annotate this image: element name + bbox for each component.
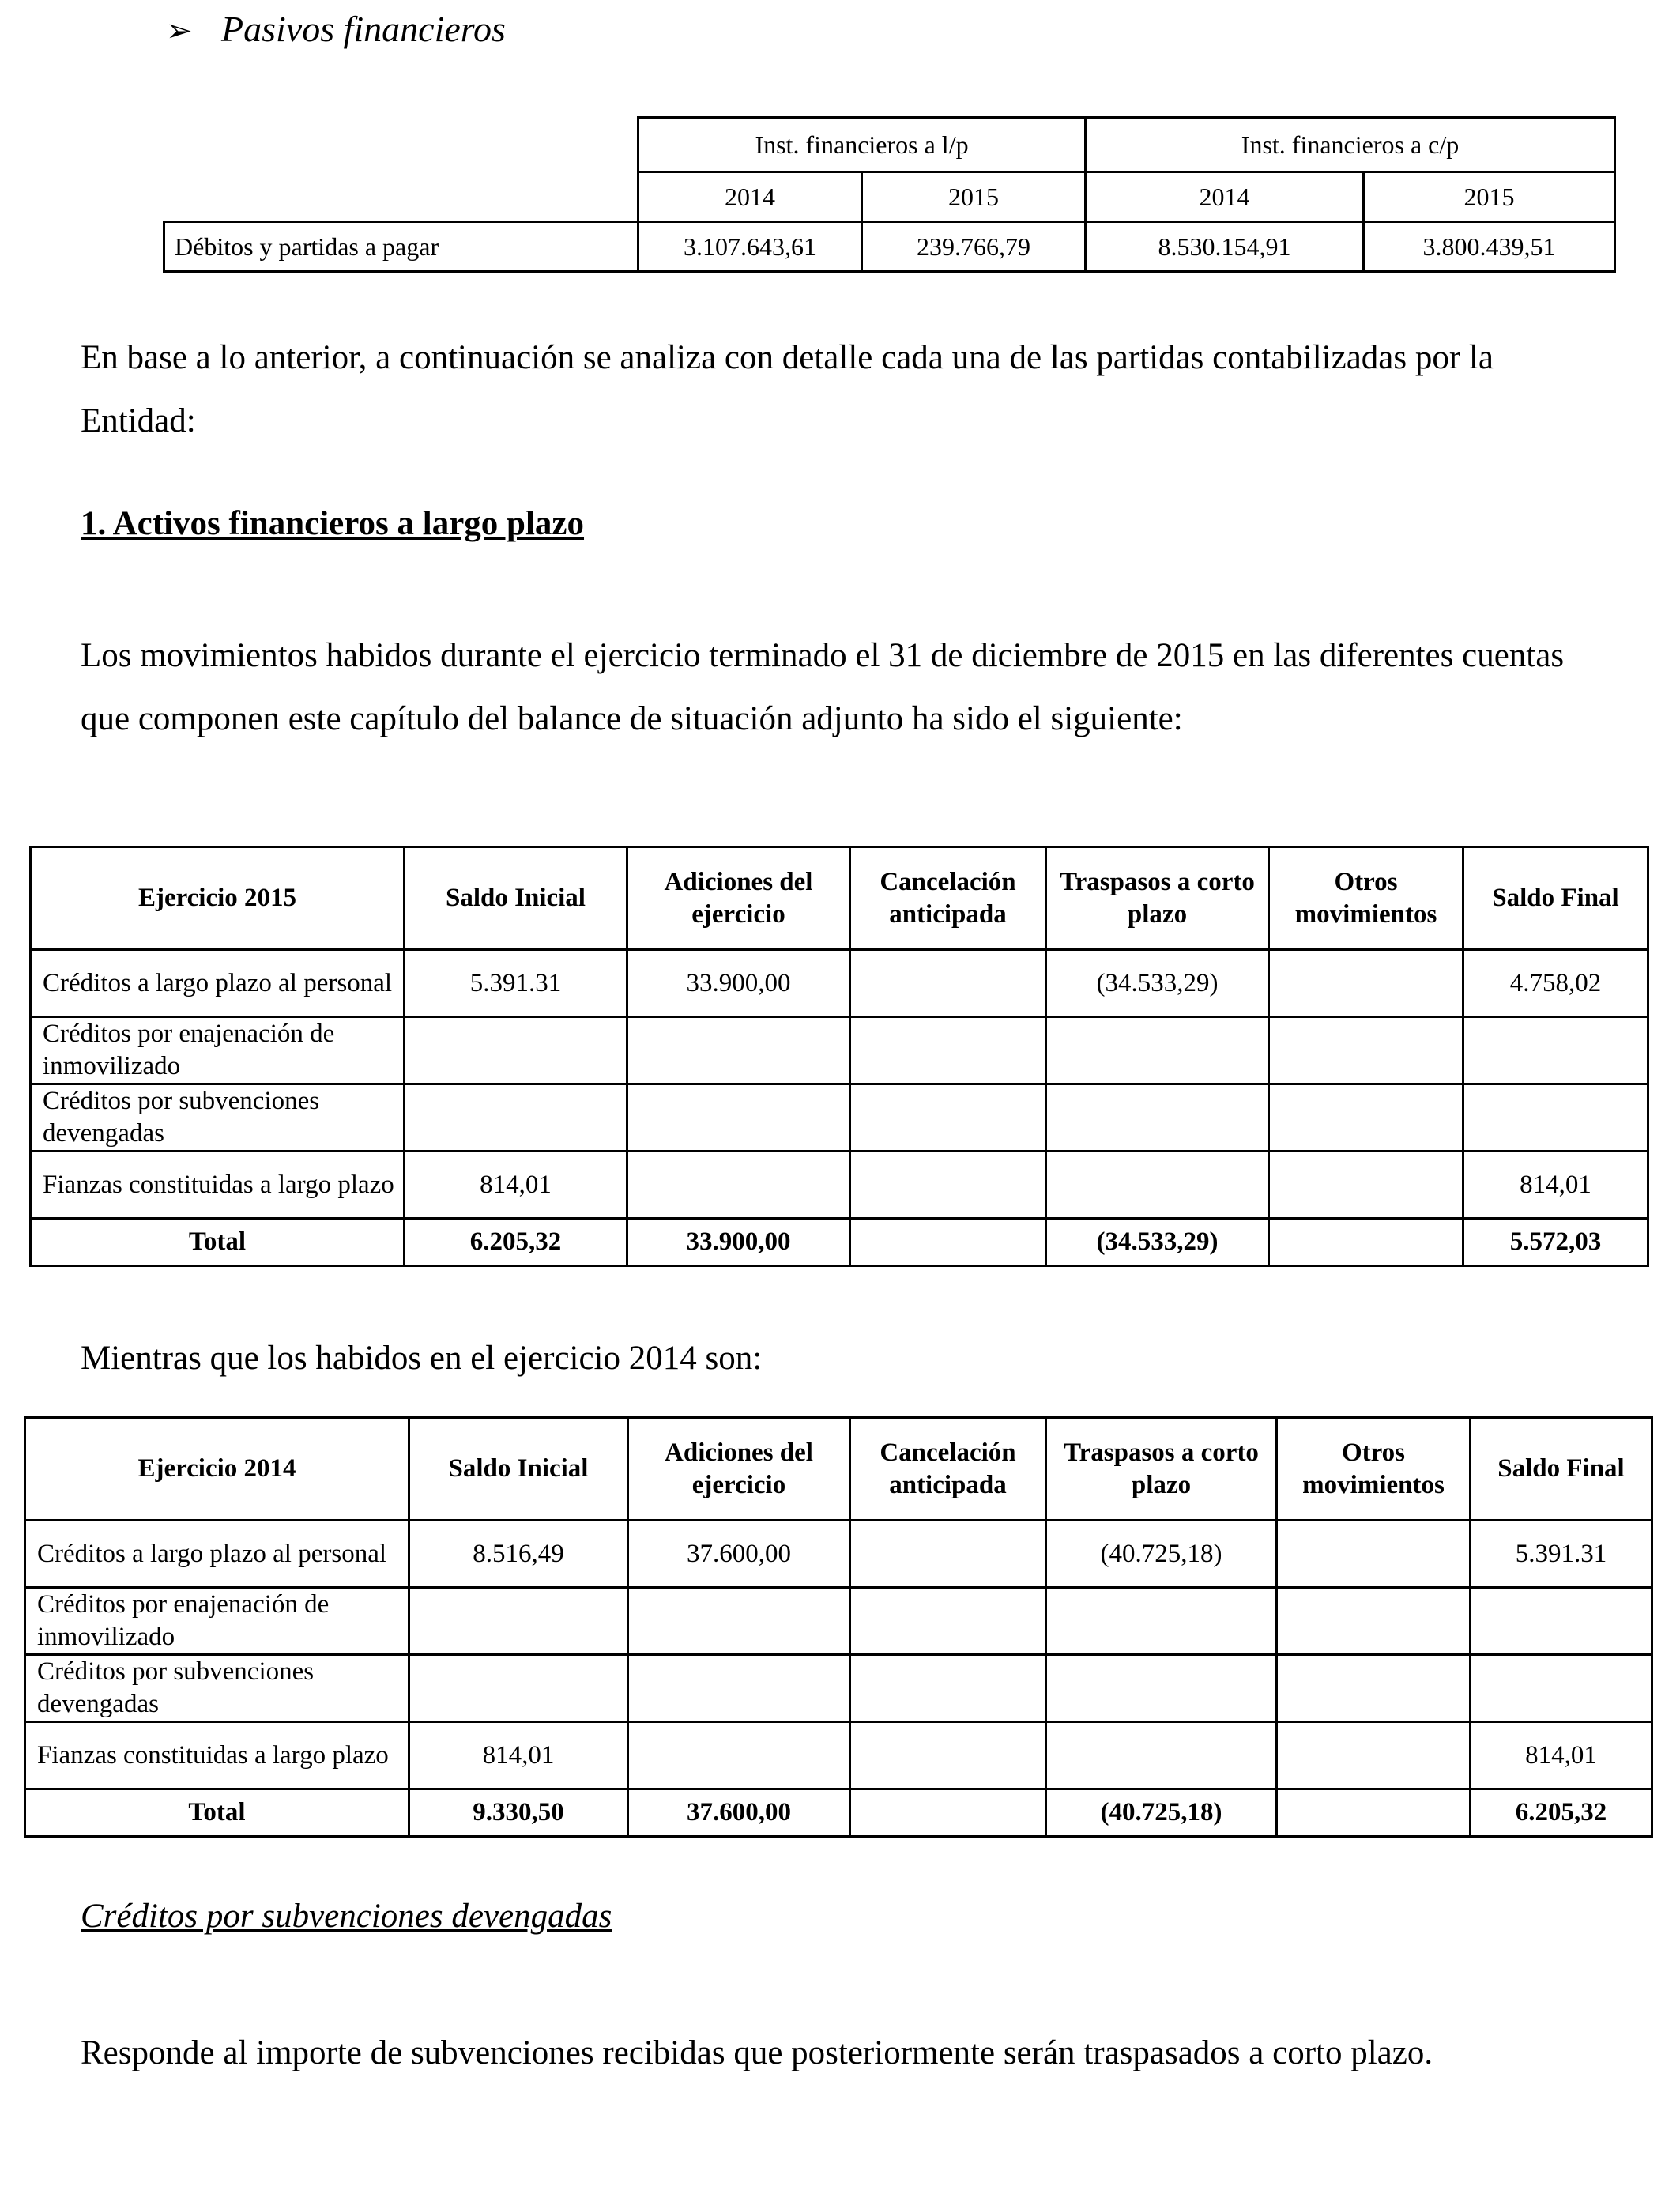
cell [1046, 1722, 1277, 1789]
cell: 814,01 [409, 1722, 628, 1789]
row-label: Créditos a largo plazo al personal [25, 1521, 409, 1588]
pasivos-year: 2014 [1086, 172, 1364, 222]
total-cell [850, 1219, 1046, 1266]
cell: 37.600,00 [628, 1521, 850, 1588]
pasivos-heading [166, 8, 506, 50]
cell: 814,01 [405, 1152, 627, 1219]
table-row [31, 1152, 1648, 1219]
cell [1277, 1521, 1471, 1588]
table-row [25, 1588, 1652, 1655]
header-otros: Otros movimientos [1277, 1418, 1471, 1521]
cell [628, 1722, 850, 1789]
cell: (34.533,29) [1046, 950, 1269, 1017]
cell [1269, 950, 1463, 1017]
mientras-paragraph: Mientras que los habidos en el ejercicio 2014 son: [81, 1340, 763, 1377]
total-cell [1269, 1219, 1463, 1266]
header-traspasos: Traspasos a corto plazo [1046, 847, 1269, 950]
cell [850, 950, 1046, 1017]
header-saldo-inicial: Saldo Inicial [405, 847, 627, 950]
cell [1046, 1017, 1269, 1084]
cell [1269, 1017, 1463, 1084]
total-label: Total [31, 1219, 405, 1266]
row-label: Créditos por enajenación de inmovilizado [25, 1588, 409, 1655]
cell [1463, 1084, 1648, 1152]
cell [850, 1588, 1046, 1655]
cell: 814,01 [1471, 1722, 1652, 1789]
total-cell: 37.600,00 [628, 1789, 850, 1837]
movimientos-table-2015 [29, 846, 1649, 1267]
cell [1269, 1084, 1463, 1152]
cell [1277, 1588, 1471, 1655]
pasivos-row-label: Débitos y partidas a pagar [164, 222, 638, 272]
cell: 4.758,02 [1463, 950, 1648, 1017]
cell [850, 1722, 1046, 1789]
cell [628, 1655, 850, 1722]
header-otros: Otros movimientos [1269, 847, 1463, 950]
cell [627, 1152, 850, 1219]
cell: 5.391.31 [1471, 1521, 1652, 1588]
cell [1269, 1152, 1463, 1219]
total-label: Total [25, 1789, 409, 1837]
cell [405, 1017, 627, 1084]
pasivos-year: 2015 [1364, 172, 1615, 222]
pasivos-group-cp: Inst. financieros a c/p [1086, 118, 1615, 172]
cell [1463, 1017, 1648, 1084]
cell [850, 1521, 1046, 1588]
movimientos-paragraph: Los movimientos habidos durante el ejercicio terminado el 31 de diciembre de 2015 en las diferentes cuentas que componen este capítulo del balance de situación adjunto ha sido el siguiente: [81, 637, 1565, 737]
table-title: Ejercicio 2015 [31, 847, 405, 950]
pasivos-value: 8.530.154,91 [1086, 222, 1364, 272]
table-row [31, 950, 1648, 1017]
total-cell [850, 1789, 1046, 1837]
cell: 33.900,00 [627, 950, 850, 1017]
pasivos-heading-text: Pasivos financieros [221, 9, 506, 49]
pasivos-year: 2014 [638, 172, 862, 222]
row-label: Créditos por subvenciones devengadas [31, 1084, 405, 1152]
cell [628, 1588, 850, 1655]
table-title: Ejercicio 2014 [25, 1418, 409, 1521]
pasivos-empty-corner [164, 118, 638, 172]
cell: 5.391.31 [405, 950, 627, 1017]
cell [850, 1017, 1046, 1084]
total-cell: (40.725,18) [1046, 1789, 1277, 1837]
cell [1046, 1152, 1269, 1219]
pasivos-value: 3.107.643,61 [638, 222, 862, 272]
movimientos-table-2014 [24, 1416, 1653, 1838]
row-label: Fianzas constituidas a largo plazo [25, 1722, 409, 1789]
header-saldo-final: Saldo Final [1471, 1418, 1652, 1521]
cell [850, 1084, 1046, 1152]
table-row [31, 1084, 1648, 1152]
row-label: Créditos a largo plazo al personal [31, 950, 405, 1017]
cell: 814,01 [1463, 1152, 1648, 1219]
intro-paragraph: En base a lo anterior, a continuación se analiza con detalle cada una de las partidas contabilizadas por la Entidad: [81, 339, 1494, 439]
arrowhead-bullet-icon: ➢ [166, 13, 193, 48]
cell [409, 1655, 628, 1722]
header-traspasos: Traspasos a corto plazo [1046, 1418, 1277, 1521]
row-label: Créditos por subvenciones devengadas [25, 1655, 409, 1722]
header-adiciones: Adiciones del ejercicio [628, 1418, 850, 1521]
table-row [25, 1655, 1652, 1722]
cell [1046, 1084, 1269, 1152]
total-row [31, 1219, 1648, 1266]
final-paragraph: Responde al importe de subvenciones recibidas que posteriormente serán traspasados a corto plazo. [81, 2034, 1433, 2071]
pasivos-value: 3.800.439,51 [1364, 222, 1615, 272]
total-cell [1277, 1789, 1471, 1837]
cell [409, 1588, 628, 1655]
table-row [25, 1521, 1652, 1588]
header-saldo-inicial: Saldo Inicial [409, 1418, 628, 1521]
table-row [31, 1017, 1648, 1084]
cell [1046, 1655, 1277, 1722]
total-cell: 6.205,32 [405, 1219, 627, 1266]
cell [850, 1655, 1046, 1722]
row-label: Créditos por enajenación de inmovilizado [31, 1017, 405, 1084]
pasivos-value: 239.766,79 [862, 222, 1086, 272]
section-heading: 1. Activos financieros a largo plazo [81, 505, 585, 542]
pasivos-table [163, 116, 1616, 273]
subsection-heading: Créditos por subvenciones devengadas [81, 1898, 612, 1935]
cell [1046, 1588, 1277, 1655]
header-saldo-final: Saldo Final [1463, 847, 1648, 950]
cell: (40.725,18) [1046, 1521, 1277, 1588]
header-cancelacion: Cancelación anticipada [850, 1418, 1046, 1521]
header-adiciones: Adiciones del ejercicio [627, 847, 850, 950]
total-cell: 6.205,32 [1471, 1789, 1652, 1837]
pasivos-year: 2015 [862, 172, 1086, 222]
cell [405, 1084, 627, 1152]
cell [850, 1152, 1046, 1219]
cell [1277, 1655, 1471, 1722]
row-label: Fianzas constituidas a largo plazo [31, 1152, 405, 1219]
cell: 8.516,49 [409, 1521, 628, 1588]
pasivos-group-lp: Inst. financieros a l/p [638, 118, 1086, 172]
cell [1277, 1722, 1471, 1789]
cell [1471, 1588, 1652, 1655]
pasivos-empty-corner [164, 172, 638, 222]
total-cell: 5.572,03 [1463, 1219, 1648, 1266]
cell [1471, 1655, 1652, 1722]
total-cell: (34.533,29) [1046, 1219, 1269, 1266]
total-cell: 33.900,00 [627, 1219, 850, 1266]
cell [627, 1017, 850, 1084]
table-row [25, 1722, 1652, 1789]
total-row [25, 1789, 1652, 1837]
total-cell: 9.330,50 [409, 1789, 628, 1837]
header-cancelacion: Cancelación anticipada [850, 847, 1046, 950]
cell [627, 1084, 850, 1152]
